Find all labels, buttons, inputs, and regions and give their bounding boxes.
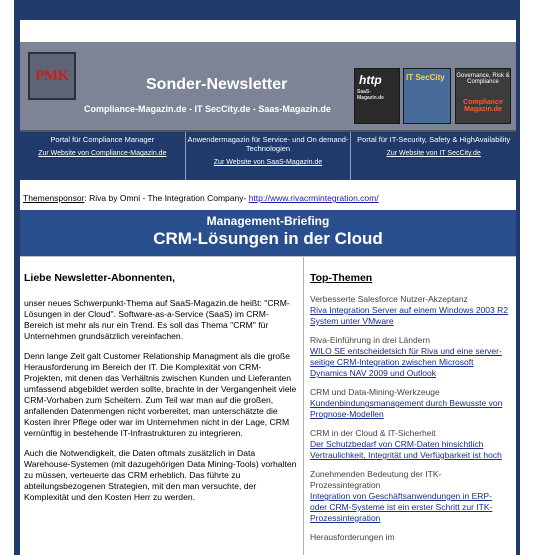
briefing-kicker: Management-Briefing bbox=[206, 214, 330, 228]
topic-item: CRM in der Cloud & IT-Sicherheit Der Schutzbedarf von CRM-Daten hinsichtlich Vertraulichkeit, Integrität und Verfügbarkeit ist hoch bbox=[310, 428, 502, 460]
header-banner bbox=[20, 42, 516, 132]
column-saas: Anwendermagazin für Service- und On demand-Technologien Zur Website von SaaS-Magazin.de bbox=[186, 132, 352, 180]
saas-website-link[interactable]: Zur Website von SaaS-Magazin.de bbox=[213, 159, 323, 166]
column-compliance: Portal für Compliance Manager Zur Website von Compliance-Magazin.de bbox=[20, 132, 186, 180]
topic-link[interactable]: Riva Integration Server auf einem Windows 2003 R2 System unter VMware bbox=[310, 305, 508, 326]
top-themes-column bbox=[304, 257, 516, 555]
topic-item: Riva-Einführung in drei Ländern WILO SE entscheidetsich für Riva und eine server-seitige CRM-Integration zwischen Microsoft Dynamics NAV 2009 und Outlook bbox=[310, 335, 502, 378]
compliance-website-link[interactable]: Zur Website von Compliance-Magazin.de bbox=[38, 150, 167, 157]
topic-item: CRM und Data-Mining-Werkzeuge Kundenbindungsmanagement durch Bewusste von Prognose-Modellen bbox=[310, 387, 503, 419]
article-paragraph: Denn lange Zeit galt Customer Relationship Managment als die große Herausforderung im Bereich der IT. Die Komplexität von CRM-Projekten, mit denen das Verhältnis zwischen Kunden und Lieferanten umfassend abgebildet werden sollte, brachte in der Vergangenheit viele CRM-Vorhaben zum Scheitern. Zum Teil war man auf die großen, anfallenden Datenmengen nicht vorbereitet, man unterschätzte die Kosten ihrer Pflege oder war im Unternehmen nicht in der Lage, CRM vernünftig in bestehende IT-Infrastrukturen zu integrieren. bbox=[24, 351, 297, 438]
theme-sponsor: Themensponsor: Riva by Omni - The Integration Company- http://www.rivacrmintegration.com/ bbox=[23, 193, 379, 203]
content-area bbox=[20, 256, 516, 555]
article-paragraph: unser neues Schwerpunkt-Thema auf SaaS-Magazin.de heißt: "CRM-Lösungen in der Cloud". Software-as-a-Service (SaaS) im CRM-Bereich ist mehr als nur ein Trend. Es soll das Thema "CRM" für Unternehmen grundsätzlich vereinfachen. bbox=[24, 298, 290, 341]
briefing-headline: CRM-Lösungen in der Cloud bbox=[153, 229, 383, 248]
itseccity-website-link[interactable]: Zur Website von IT SecCity.de bbox=[386, 150, 481, 157]
top-themes-heading: Top-Themen bbox=[310, 272, 373, 284]
topic-item: Verbesserte Salesforce Nutzer-Akzeptanz Riva Integration Server auf einem Windows 2003 R2 System unter VMware bbox=[310, 294, 508, 326]
saas-magazin-thumbnail: http SaaS-Magazin.de bbox=[354, 68, 400, 124]
topic-link[interactable]: Der Schutzbedarf von CRM-Daten hinsichtlich Vertraulichkeit, Integrität und Verfügbarkeit ist hoch bbox=[310, 439, 502, 460]
topic-item: Herausforderungen im bbox=[310, 532, 395, 542]
topic-link[interactable]: Integration von Geschäftsanwendungen in ERP- oder CRM-Systeme ist ein erster Schritt zur ITK-Prozessintegration bbox=[310, 491, 493, 523]
topic-item: Zunehmenden Bedeutung der ITK-Prozessintegration Integration von Geschäftsanwendungen in ERP- oder CRM-Systeme ist ein erster Schritt zur ITK-Prozessintegration bbox=[310, 469, 493, 523]
article-paragraph: Auch die Notwendigkeit, die Daten oftmals zusätzlich in Data Warehouse-Systemen (mit dazugehörigen Data Mining-Tools) vorhalten zu müssen, verteuerte das CRM erheblich. Das führte zu abteilungsbezogenen Strategien, mit den man versuchte, der Komplexität und den Kosten Herr zu werden. bbox=[24, 448, 297, 502]
portal-columns bbox=[20, 132, 516, 180]
it-seccity-thumbnail: IT SecCity bbox=[403, 68, 451, 124]
article-greeting: Liebe Newsletter-Abonnenten, bbox=[24, 272, 176, 284]
topic-link[interactable]: WILO SE entscheidetsich für Riva und eine server-seitige CRM-Integration zwischen Microsoft Dynamics NAV 2009 und Outlook bbox=[310, 346, 502, 378]
briefing-header bbox=[20, 210, 516, 256]
column-itseccity: Portal für IT-Security, Safety & HighAvailability Zur Website von IT SecCity.de bbox=[351, 132, 516, 180]
newsletter-subtitle: Compliance-Magazin.de - IT SecCity.de - Saas-Magazin.de bbox=[84, 104, 331, 114]
topic-link[interactable]: Kundenbindungsmanagement durch Bewusste von Prognose-Modellen bbox=[310, 398, 503, 419]
sponsor-link[interactable]: http://www.rivacrmintegration.com/ bbox=[248, 193, 379, 203]
compliance-thumbnail: Governance, Risk & Compliance Compliance Magazin.de bbox=[455, 68, 511, 124]
article-column bbox=[20, 257, 304, 555]
newsletter-title: Sonder-Newsletter bbox=[146, 76, 288, 93]
newsletter-body bbox=[20, 20, 516, 555]
pmk-logo: PMK bbox=[28, 52, 76, 100]
